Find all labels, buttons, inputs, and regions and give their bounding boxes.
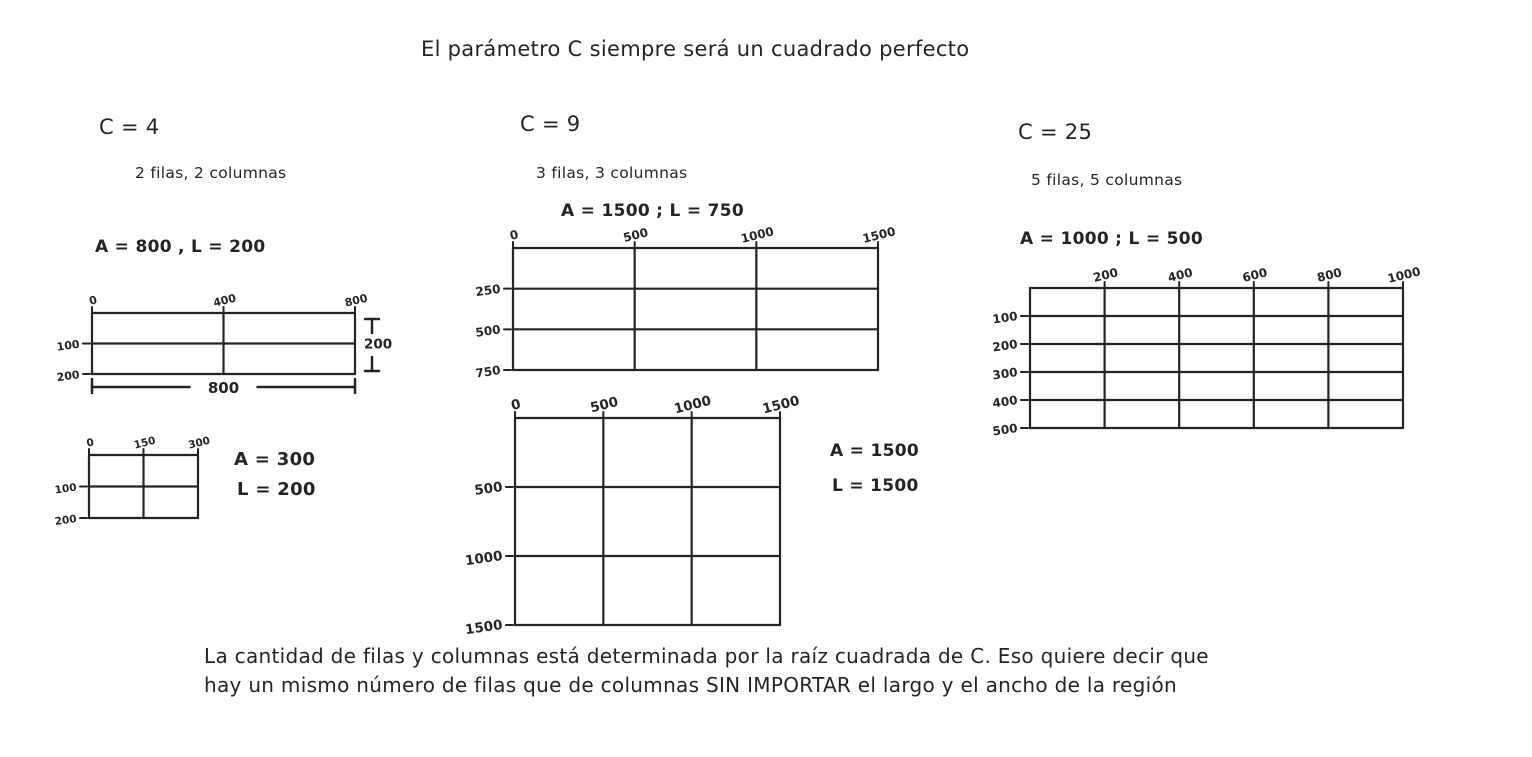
top-tick-label: 800 (1315, 265, 1344, 285)
bottom-bracket-label: 800 (207, 379, 240, 397)
c25-grid (991, 264, 1422, 439)
c4-grid-small (54, 434, 212, 529)
top-tick-label: 1000 (672, 392, 713, 418)
top-tick-label: 0 (87, 293, 99, 308)
top-tick-label: 0 (85, 436, 96, 450)
c4-small-length-label: L = 200 (237, 479, 316, 500)
c4-grid-main (55, 291, 393, 397)
c4-small-area-label: A = 300 (234, 449, 316, 470)
c4-value-label: C = 4 (99, 115, 160, 139)
left-tick-label: 1500 (464, 617, 504, 639)
c9-value-label: C = 9 (520, 112, 581, 136)
left-tick-label: 500 (474, 322, 502, 340)
top-tick-label: 500 (621, 225, 650, 245)
top-tick-label: 500 (588, 393, 620, 417)
top-tick-label: 400 (1166, 265, 1195, 285)
left-tick-label: 500 (473, 479, 504, 499)
page-title: El parámetro C siempre será un cuadrado perfecto (421, 37, 970, 61)
c4-params-label: A = 800 , L = 200 (95, 237, 266, 257)
top-tick-label: 600 (1240, 265, 1269, 285)
left-tick-label: 300 (991, 365, 1019, 383)
top-tick-label: 1000 (1386, 264, 1422, 286)
left-tick-label: 200 (991, 337, 1019, 355)
left-tick-label: 750 (474, 363, 502, 381)
top-tick-label: 1500 (861, 224, 897, 246)
grid-svg (54, 434, 212, 529)
top-tick-label: 1000 (739, 224, 776, 246)
top-tick-label: 200 (1091, 265, 1120, 285)
c9-bottom-area-label: A = 1500 (830, 441, 919, 461)
grid-svg (464, 392, 802, 639)
top-tick-label: 0 (508, 227, 520, 243)
c9-grid-top (474, 224, 897, 381)
top-tick-label: 1500 (760, 392, 802, 418)
c25-value-label: C = 25 (1018, 120, 1093, 144)
left-tick-label: 100 (991, 309, 1019, 327)
top-tick-label: 0 (509, 396, 523, 415)
left-tick-label: 100 (55, 337, 81, 354)
c25-dims-label: 5 filas, 5 columnas (1031, 171, 1183, 189)
right-bracket-label: 200 (364, 336, 393, 353)
left-tick-label: 250 (474, 281, 502, 300)
top-tick-label: 150 (132, 434, 157, 452)
c4-dims-label: 2 filas, 2 columnas (135, 164, 287, 182)
top-tick-label: 800 (343, 291, 369, 310)
left-tick-label: 100 (54, 481, 78, 497)
left-tick-label: 200 (55, 368, 81, 385)
left-tick-label: 400 (991, 393, 1019, 411)
left-tick-label: 500 (991, 421, 1019, 439)
top-tick-label: 300 (187, 434, 212, 452)
left-tick-label: 200 (54, 513, 78, 529)
grid-svg (991, 264, 1422, 439)
top-tick-label: 400 (211, 291, 238, 310)
grid-svg (55, 291, 393, 397)
footer-line-1: La cantidad de filas y columnas está determinada por la raíz cuadrada de C. Eso quiere decir que (204, 644, 1209, 668)
c9-grid-bottom (464, 392, 802, 639)
c9-params-label: A = 1500 ; L = 750 (561, 201, 744, 221)
c9-bottom-length-label: L = 1500 (832, 476, 919, 496)
c9-dims-label: 3 filas, 3 columnas (536, 164, 688, 182)
footer-line-2: hay un mismo número de filas que de columnas SIN IMPORTAR el largo y el ancho de la región (204, 673, 1177, 697)
left-tick-label: 1000 (464, 548, 504, 570)
grid-svg (474, 224, 897, 381)
c25-params-label: A = 1000 ; L = 500 (1020, 229, 1203, 249)
